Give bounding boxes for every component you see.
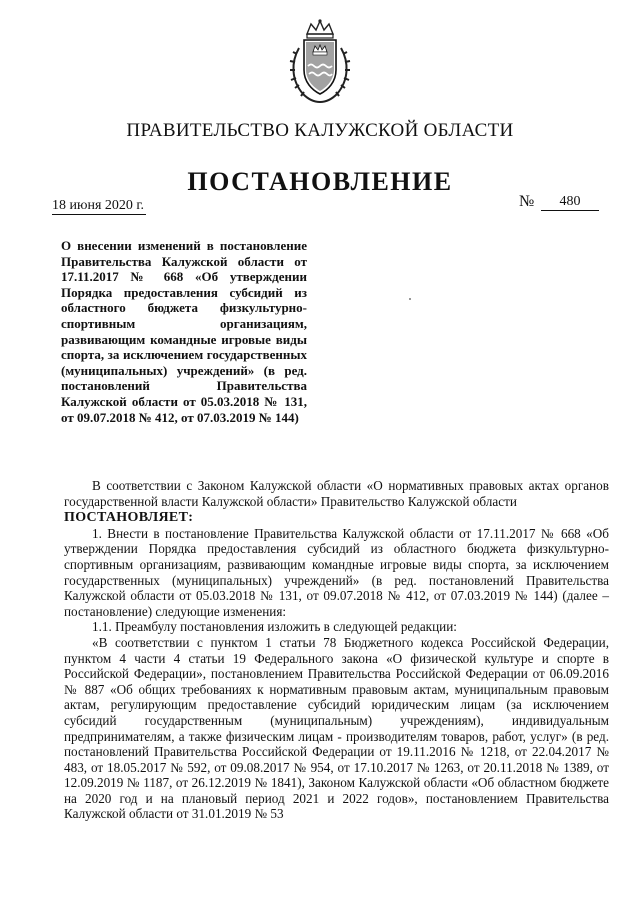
- government-title: ПРАВИТЕЛЬСТВО КАЛУЖСКОЙ ОБЛАСТИ: [126, 120, 514, 141]
- body-intro: В соответствии с Законом Калужской области «О нормативных правовых актах органов государственной власти Калужской области» Правительство Калужской области: [64, 478, 609, 509]
- document-type: ПОСТАНОВЛЕНИЕ: [187, 167, 453, 196]
- body-item-1-1: 1.1. Преамбулу постановления изложить в следующей редакции:: [92, 619, 457, 635]
- number-label: №: [519, 193, 535, 210]
- scan-speck: [409, 298, 411, 300]
- coat-of-arms-icon: [285, 18, 355, 104]
- document-date: 18 июня 2020 г.: [52, 198, 145, 213]
- body-quote: «В соответствии с пунктом 1 статьи 78 Бюджетного кодекса Российской Федерации, пунктом 4 части 4 статьи 19 Федерального закона «О физической культуре и спорте в Российской Федерации», постановлением Правительства Российской Федерации от 06.09.2016 № 887 «Об общих требованиях к нормативным правовым актам, муниципальным правовым актам, регулирующим предоставление субсидий юридическим лицам (за исключением субсидий государственным (муниципальным) учреждениям), индивидуальным предпринимателям, а также физическим лицам - производителям товаров, работ, услуг» (в ред. постановлений Правительства Российской Федерации от 19.11.2016 № 1218, от 22.04.2017 № 483, от 18.05.2017 № 592, от 09.08.2017 № 954, от 17.10.2017 № 1263, от 20.11.2018 № 1389, от 12.09.2019 № 1187, от 26.12.2019 № 1841), Законом Калужской области «Об областном бюджете на 2020 год и на плановый период 2021 и 2022 годов», постановлением Правительства Калужской области от 31.01.2019 № 53: [64, 634, 609, 822]
- body-item-1: 1. Внести в постановление Правительства Калужской области от 17.11.2017 № 668 «Об утверждении Порядка предоставления субсидий из областного бюджета физкультурно-спортивным организациям, развивающим командные игровые виды спорта, за исключением государственных (муниципальных) учреждений» (в ред. постановлений Правительства Калужской области от 05.03.2018 № 131, от 09.07.2018 № 412, от 07.03.2019 № 144) (далее – постановление) следующие изменения:: [64, 525, 609, 619]
- document-number: 480: [541, 193, 599, 211]
- document-body: [64, 478, 609, 822]
- decree-word: ПОСТАНОВЛЯЕТ:: [64, 510, 194, 526]
- document-subject: О внесении изменений в постановление Правительства Калужской области от 17.11.2017 № 668 «Об утверждении Порядка предоставления субсидий из областного бюджета физкультурно-спортивным организациям, развивающим командные игровые виды спорта, за исключением государственных (муниципальных) учреждений» (в ред. постановлений Правительства Калужской области от 05.03.2018 № 131, от 09.07.2018 № 412, от 07.03.2019 № 144): [61, 238, 307, 425]
